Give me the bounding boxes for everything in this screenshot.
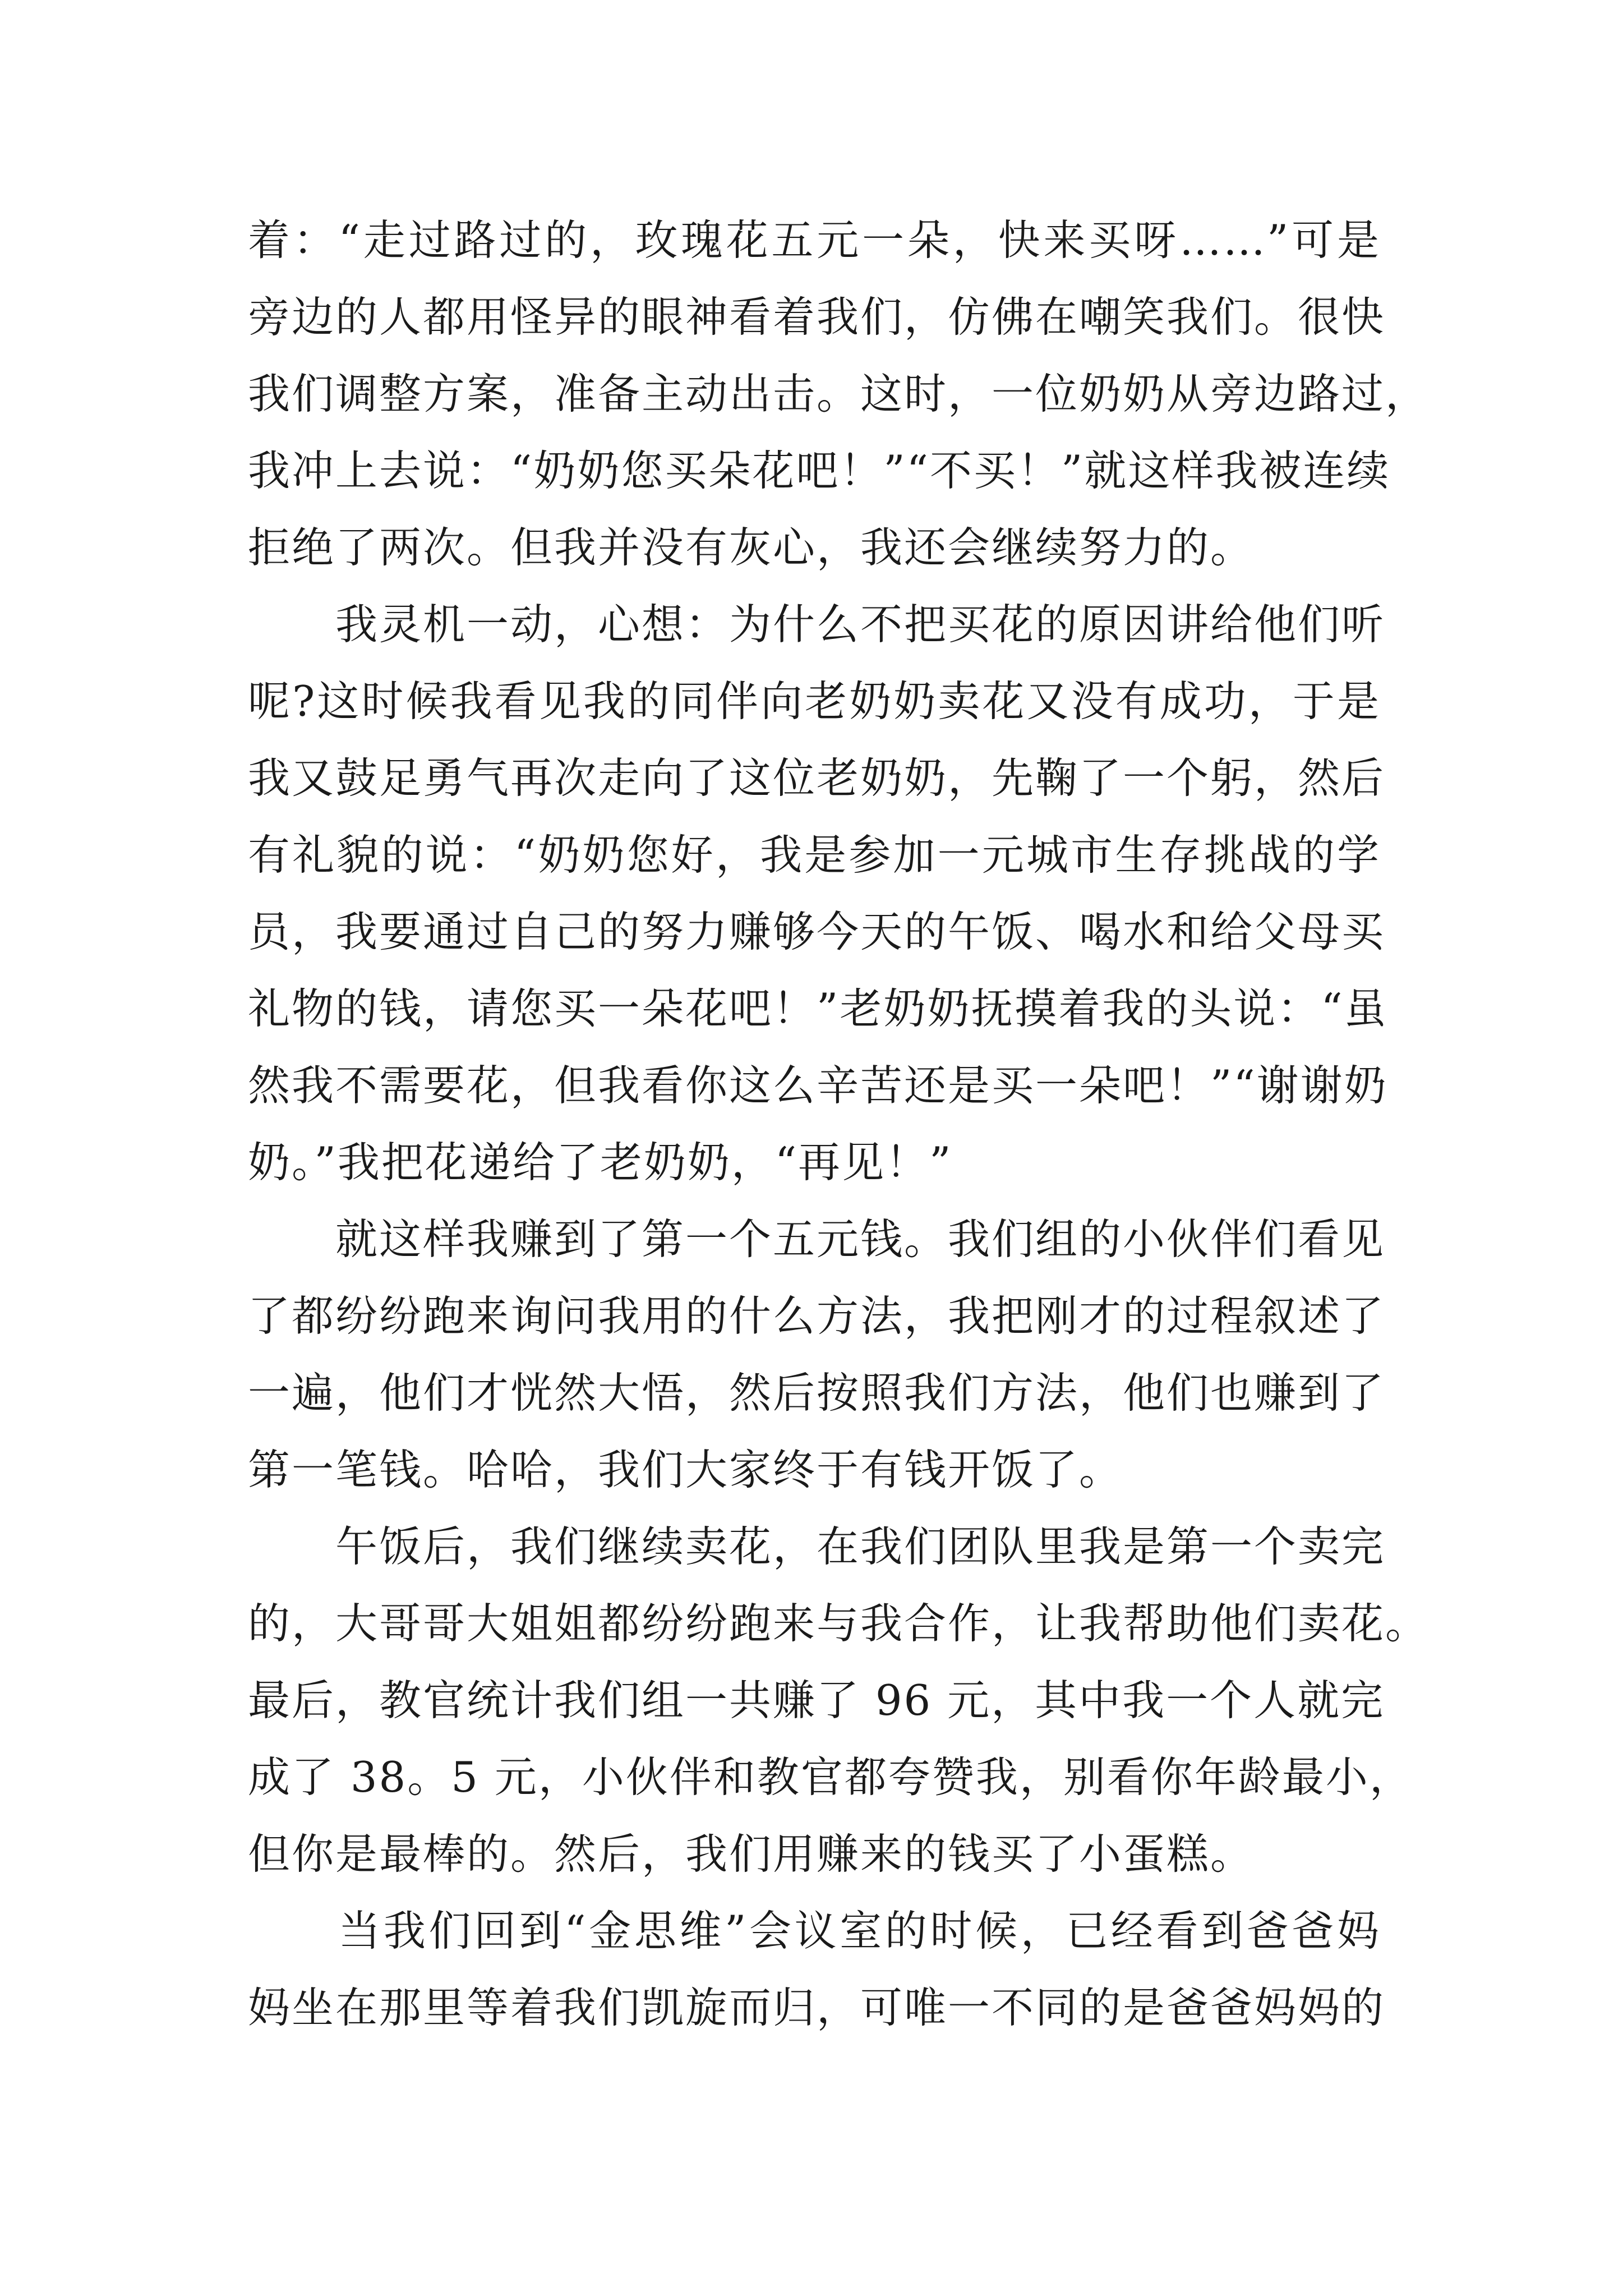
text-line: 我们调整方案，准备主动出击。这时，一位奶奶从旁边路过， [248,369,1430,418]
text-line: 我又鼓足勇气再次走向了这位老奶奶，先鞠了一个躬，然后 [248,753,1386,803]
text-line: 最后，教官统计我们组一共赚了 96 元，其中我一个人就完 [248,1676,1385,1725]
text-line: 我冲上去说：“奶奶您买朵花吧！”“不买！”就这样我被连续 [248,446,1391,495]
text-line: 但你是最棒的。然后，我们用赚来的钱买了小蛋糕。 [248,1829,1255,1879]
text-line: 员，我要通过自己的努力赚够今天的午饭、喝水和给父母买 [248,907,1386,956]
text-line: 我灵机一动，心想：为什么不把买花的原因讲给他们听 [248,600,1386,649]
text-line: 着：“走过路过的，玫瑰花五元一朵，快来买呀……”可是 [248,215,1381,265]
text-line: 就这样我赚到了第一个五元钱。我们组的小伙伴们看见 [248,1214,1386,1264]
text-line: 第一笔钱。哈哈，我们大家终于有钱开饭了。 [248,1445,1123,1494]
text-line: 呢?这时候我看见我的同伴向老奶奶卖花又没有成功，于是 [248,677,1381,726]
text-line: 当我们回到“金思维”会议室的时候，已经看到爸爸妈 [248,1906,1381,1955]
text-line: 礼物的钱，请您买一朵花吧！”老奶奶抚摸着我的头说：“虽 [248,984,1388,1033]
text-line: 妈坐在那里等着我们凯旋而归，可唯一不同的是爸爸妈妈的 [248,1983,1386,2032]
text-line: 了都纷纷跑来询问我用的什么方法，我把刚才的过程叙述了 [248,1291,1386,1341]
text-line: 午饭后，我们继续卖花，在我们团队里我是第一个卖完 [248,1522,1386,1571]
text-line: 成了 38。5 元，小伙伴和教官都夸赞我，别看你年龄最小， [248,1752,1413,1802]
text-line: 然我不需要花，但我看你这么辛苦还是买一朵吧！”“谢谢奶 [248,1061,1388,1110]
text-line: 的，大哥哥大姐姐都纷纷跑来与我合作，让我帮助他们卖花。 [248,1599,1430,1648]
document-body [248,202,1430,2046]
text-line: 一遍，他们才恍然大悟，然后按照我们方法，他们也赚到了 [248,1368,1386,1418]
text-line: 有礼貌的说：“奶奶您好，我是参加一元城市生存挑战的学 [248,830,1381,880]
text-line: 奶。”我把花递给了老奶奶，“再见！” [248,1138,953,1187]
text-line: 旁边的人都用怪异的眼神看着我们，仿佛在嘲笑我们。很快 [248,292,1386,342]
text-line: 拒绝了两次。但我并没有灰心，我还会继续努力的。 [248,523,1255,572]
